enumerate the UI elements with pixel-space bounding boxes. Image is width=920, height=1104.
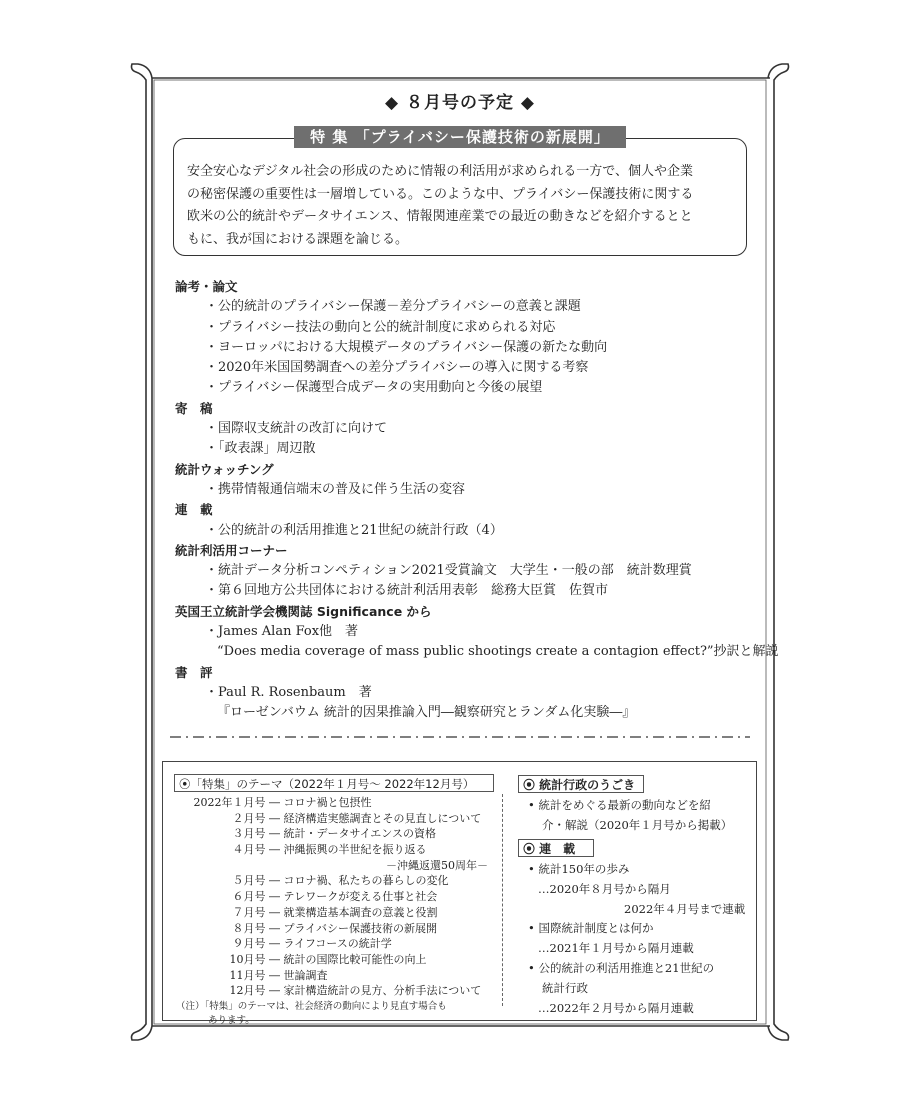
feature-description: [187, 161, 737, 251]
article-item: ・国際収支統計の改訂に向けて: [205, 421, 388, 437]
section-heading: 統計ウォッチング: [175, 461, 274, 477]
schedule-row: 12月号 ― 家計構造統計の見方、分析手法について: [229, 984, 482, 998]
section-heading: 書 評: [175, 664, 213, 680]
rensai-heading: ⦿ 連 載: [518, 839, 594, 857]
section-heading: 連 載: [175, 502, 213, 518]
section-heading: 統計利活用コーナー: [175, 542, 288, 558]
rensai-detail: …2020年８月号から隔月: [538, 881, 671, 896]
rensai-body: [528, 860, 748, 1018]
article-subtitle: “Does media coverage of mass public shootings create a contagion effect?”抄訳と解説: [217, 644, 779, 660]
section-heading: 英国王立統計学会機関誌 Significance から: [175, 603, 432, 619]
schedule-row: 2022年１月号 ― コロナ禍と包摂性: [193, 796, 372, 809]
feature-line: 欧米の公的統計やデータサイエンス、情報関連産業での最近の動きなどを紹介するとと: [187, 209, 693, 224]
themes-note: （注）「特集」のテーマは、社会経済の動向により見直す場合も: [176, 1000, 447, 1012]
dash-dot-divider: [170, 732, 750, 742]
article-subtitle: 『ローゼンバウム 統計的因果推論入門―観察研究とランダム化実験―』: [217, 705, 636, 721]
article-item: ・2020年米国国勢調査への差分プライバシーの導入に関する考察: [205, 360, 589, 376]
schedule-row: ３月号 ― 統計・データサイエンスの資格: [232, 827, 436, 841]
article-item: ・プライバシー技法の動向と公的統計制度に求められる対応: [205, 319, 556, 335]
article-item: ・公的統計の利活用推進と21世紀の統計行政（4）: [205, 522, 503, 538]
feature-label: 特 集 「プライバシー保護技術の新展開」: [294, 126, 626, 148]
themes-note: あります。: [208, 1014, 255, 1026]
rensai-detail: …2021年１月号から隔月連載: [538, 941, 694, 956]
article-item: ・携帯情報通信端末の普及に伴う生活の変容: [205, 481, 466, 497]
section-heading: 寄 稿: [175, 400, 213, 416]
page-title: ◆ ８月号の予定 ◆: [385, 93, 535, 113]
schedule-row: ９月号 ― ライフコースの統計学: [232, 937, 392, 951]
rensai-detail: 2022年４月号まで連載: [624, 901, 746, 916]
section-heading: 論考・論文: [175, 279, 238, 294]
schedule-row: ８月号 ― プライバシー保護技術の新展開: [232, 921, 437, 935]
gyosei-heading: ⦿ 統計行政のうごき: [518, 775, 644, 793]
schedule-row: ２月号 ― 経済構造実態調査とその見直しについて: [232, 811, 482, 825]
article-item: ・ヨーロッパにおける大規模データのプライバシー保護の新たな動向: [205, 339, 608, 355]
article-item: ・「政表課」周辺散: [205, 441, 316, 457]
table-of-contents: [175, 277, 779, 724]
column-separator: [502, 794, 503, 1006]
rensai-item: • 統計150年の歩み: [528, 862, 630, 876]
feature-line: 安全安心なデジタル社会の形成のために情報の利活用が求められる一方で、個人や企業: [187, 164, 693, 179]
schedule-row: 11月号 ― 世論調査: [229, 968, 328, 982]
schedule-row: ５月号 ― コロナ禍、私たちの暮らしの変化: [232, 874, 449, 888]
themes-heading: ⦿「特集」のテーマ（2022年１月号～ 2022年12月号）: [174, 774, 494, 792]
gyosei-line: • 統計をめぐる最新の動向などを紹: [528, 798, 711, 812]
schedule-row: 10月号 ― 統計の国際比較可能性の向上: [229, 952, 427, 966]
article-item: ・James Alan Fox他 著: [205, 624, 359, 640]
schedule-row: ６月号 ― テレワークが変える仕事と社会: [232, 890, 438, 904]
gyosei-body: [528, 796, 748, 836]
feature-line: の秘密保護の重要性は一層増している。このような中、プライバシー保護技術に関する: [187, 186, 694, 202]
rensai-item: • 公的統計の利活用推進と21世紀の: [528, 960, 715, 975]
schedule-row: －沖縄返還50周年－: [386, 858, 488, 872]
schedule-row: ７月号 ― 就業構造基本調査の意義と役割: [232, 905, 438, 919]
rensai-detail: …2022年２月号から隔月連載: [538, 1000, 694, 1015]
rensai-detail: 統計行政: [542, 980, 588, 995]
gyosei-line: 介・解説（2020年１月号から掲載）: [542, 817, 733, 832]
article-item: ・統計データ分析コンペティション2021受賞論文 大学生・一般の部 統計数理賞: [205, 563, 692, 579]
themes-schedule: [176, 795, 506, 1027]
rensai-item: • 国際統計制度とは何か: [528, 921, 654, 936]
feature-line: もに、我が国における課題を論じる。: [187, 231, 409, 247]
schedule-row: ４月号 ― 沖縄振興の半世紀を振り返る: [232, 843, 427, 857]
article-item: ・Paul R. Rosenbaum 著: [205, 684, 372, 700]
article-item: ・第６回地方公共団体における統計利活用表彰 総務大臣賞 佐賀市: [205, 583, 609, 599]
article-item: ・プライバシー保護型合成データの実用動向と今後の展望: [205, 380, 543, 396]
article-item: ・公的統計のプライバシー保護－差分プライバシーの意義と課題: [205, 299, 581, 315]
